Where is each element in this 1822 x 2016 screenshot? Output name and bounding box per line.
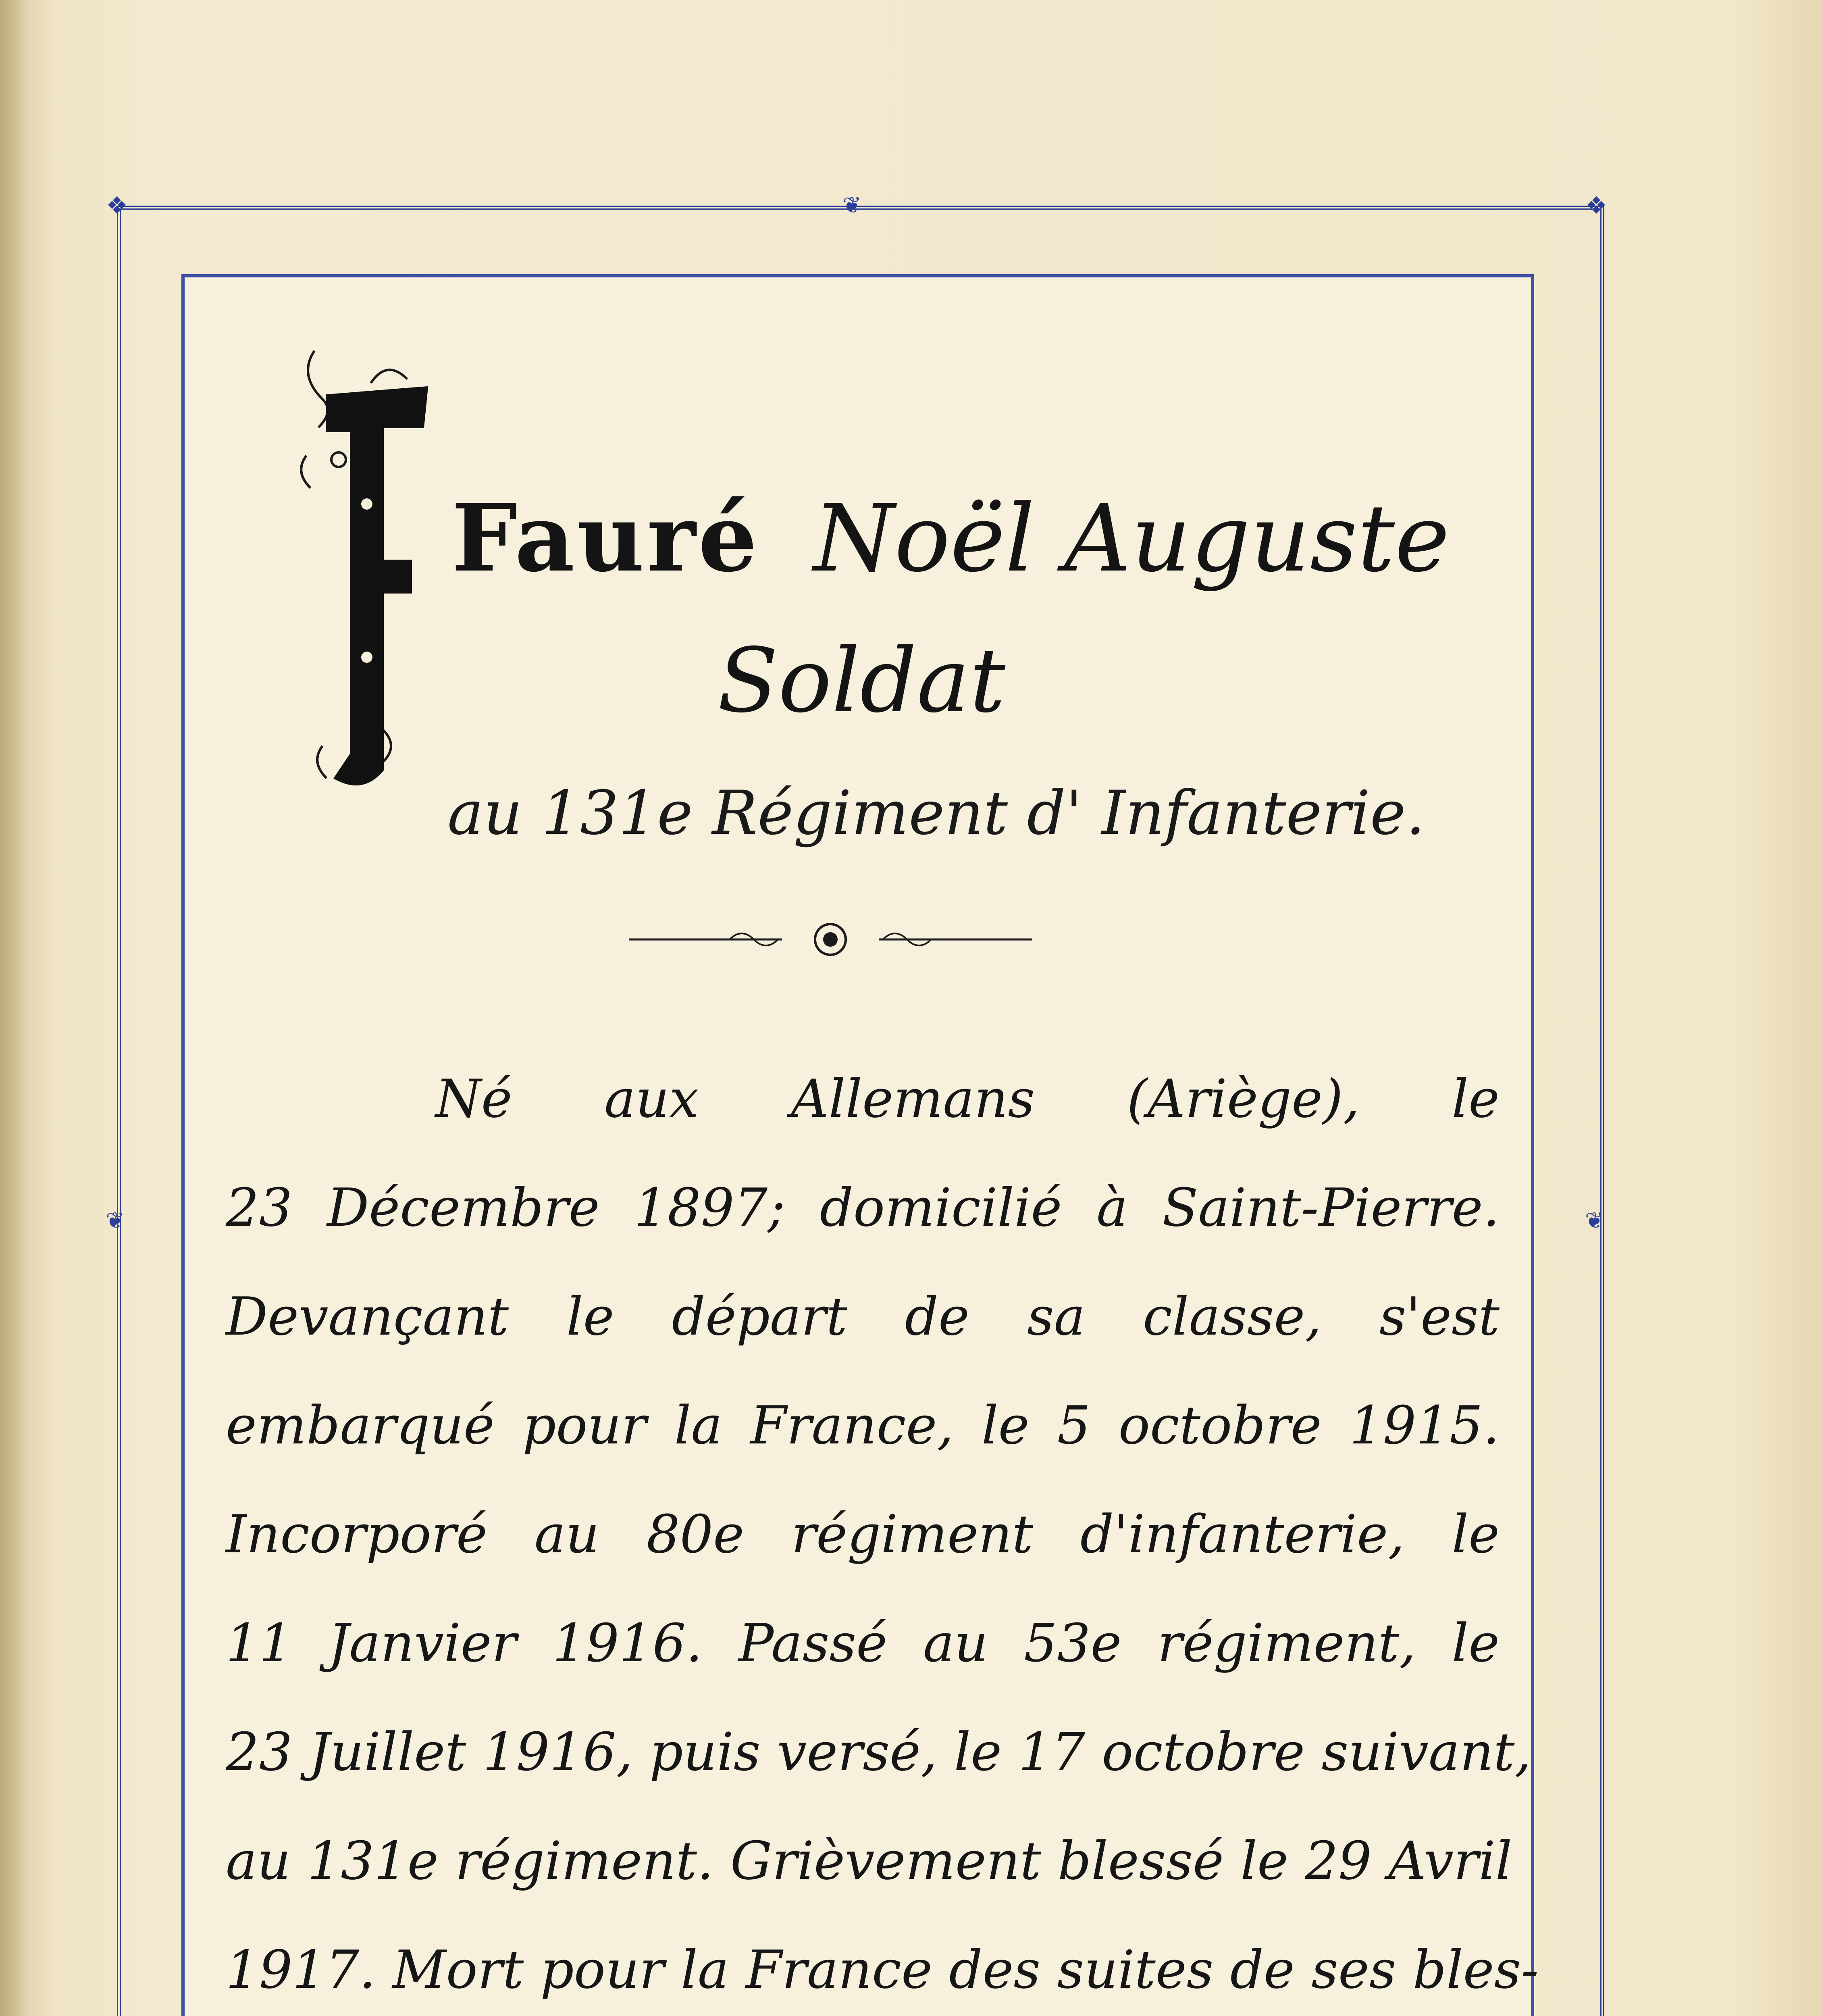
text-line: Né aux Allemans (Ariège), le — [435, 1068, 1500, 1129]
unit: au 131e Régiment d' Infanterie. — [447, 778, 1425, 848]
corner-ornament-icon: ❖ — [1585, 192, 1607, 220]
text-line: au 131e régiment. Grièvement blessé le 29 Avril — [226, 1830, 1512, 1891]
corner-ornament-icon: ❖ — [106, 192, 128, 220]
text-line: 23 Juillet 1916, puis versé, le 17 octobre suivant, — [226, 1721, 1531, 1783]
rank: Soldat — [718, 629, 1005, 732]
border-ornament-icon: ❦ — [1585, 1208, 1604, 1234]
divider-ornament-icon — [629, 915, 1032, 964]
given-names: Noël Auguste — [813, 485, 1450, 593]
text-line: Incorporé au 80e régiment d'infanterie, le — [226, 1504, 1500, 1565]
text-line: embarqué pour la France, le 5 octobre 1915. — [226, 1395, 1500, 1456]
surname: Fauré — [451, 484, 760, 593]
drop-cap-f-icon — [290, 335, 435, 818]
page-edge — [0, 0, 28, 2016]
biography-text — [226, 1044, 1539, 2016]
border-ornament-icon: ❦ — [842, 192, 861, 219]
text-line: 11 Janvier 1916. Passé au 53e régiment, le — [226, 1612, 1500, 1674]
text-line: 1917. Mort pour la France des suites de ses bles- — [226, 1939, 1539, 2000]
text-line: 23 Décembre 1897; domicilié à Saint-Pierre. — [226, 1177, 1500, 1238]
soldier-name — [451, 484, 1450, 593]
text-line: Devançant le départ de sa classe, s'est — [226, 1286, 1500, 1347]
border-ornament-icon: ❦ — [106, 1208, 125, 1234]
